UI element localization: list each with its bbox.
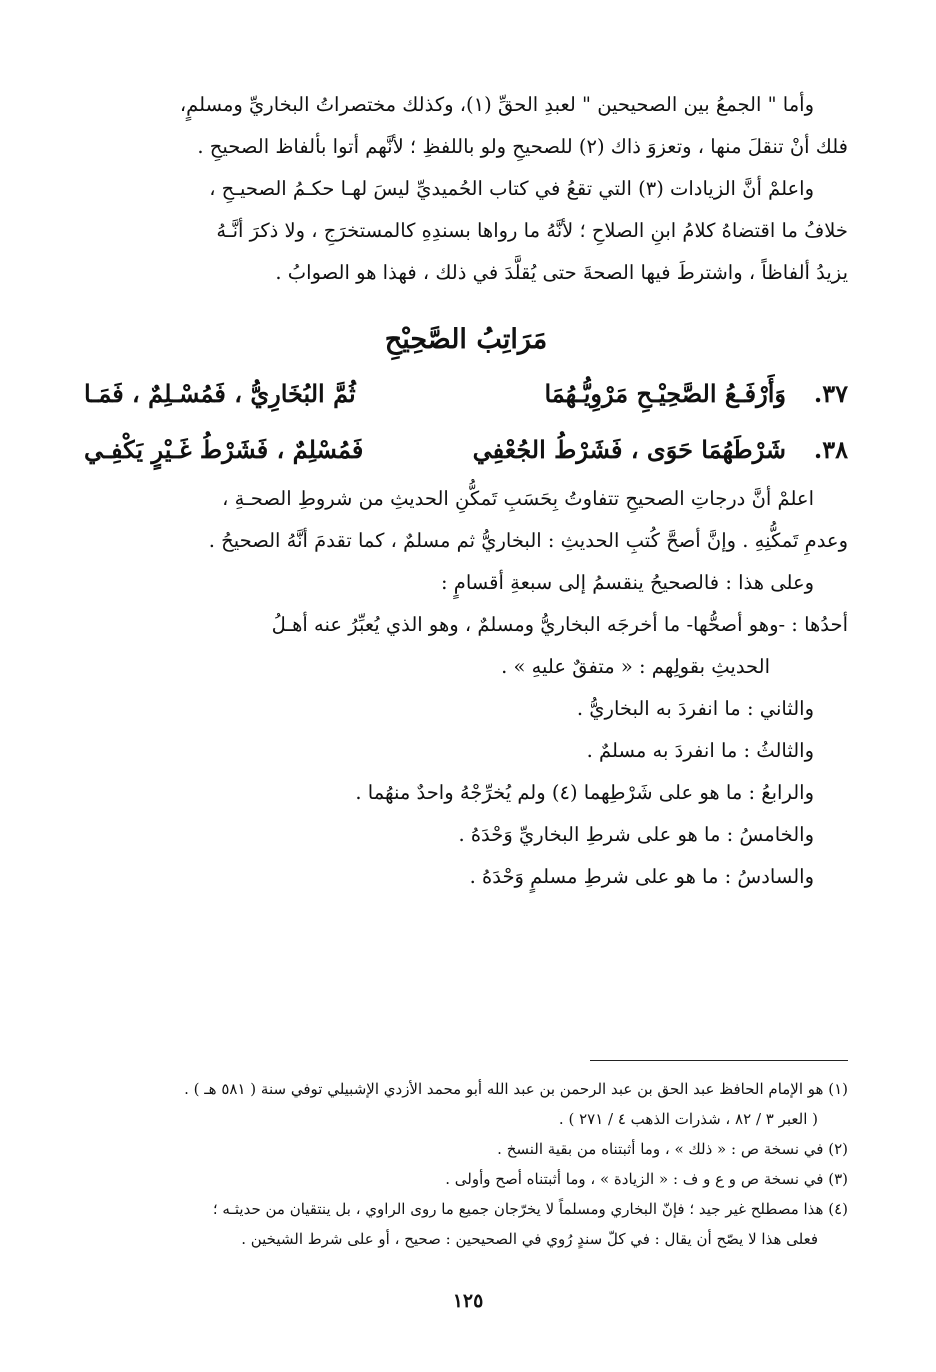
footnote-4: (٤) هذا مصطلح غير جيد ؛ فإنّ البخاري ومسلماً لا يخرّجان جميع ما روى الراوي ، بل ينتقيان من حديثـه ؛ — [212, 1200, 848, 1218]
main-text — [84, 84, 848, 898]
section-fourth: والرابعُ : ما هو على شَرْطِهما (٤) ولم يُخرِّجْهُ واحدٌ منهُما . — [355, 781, 814, 804]
verse-second-hemistich: فَمُسْلِمٌ ، فَشَرْطُ غَـيْرٍ يَكْفِـي — [84, 435, 364, 464]
verse-37 — [84, 366, 848, 422]
verse-38 — [84, 422, 848, 478]
section-second: والثاني : ما انفردَ به البخاريُّ . — [576, 697, 814, 720]
section-first: أحدُها : -وهو أصحُّها- ما أخرجَه البخاريُّ ومسلمٌ ، وهو الذي يُعبِّرُ عنه أهـلُ — [271, 613, 848, 636]
section-heading: مَرَاتِبُ الصَّحِيْحِ — [384, 324, 548, 355]
paragraph-line: فلك أنْ تنقلَ منها ، وتعزوَ ذاك (٢) للصحيحِ ولو باللفظِ ؛ لأنَّهم أتوا بألفاظ الصحيحِ . — [197, 135, 848, 158]
paragraph-line: وعدمِ تَمكُّنِهِ . وإنَّ أصحَّ كُتبِ الحديثِ : البخاريُّ ثم مسلمٌ ، كما تقدمَ أنَّهُ الصحيحُ . — [208, 529, 848, 552]
page-number: ١٢٥ — [452, 1290, 484, 1312]
footnote-divider — [590, 1060, 848, 1061]
verse-second-hemistich: ثُمَّ البُخَارِيُّ ، فَمُسْـلِمٌ ، فَمَـا — [84, 379, 356, 408]
paragraph-line: وعلى هذا : فالصحيحُ ينقسمُ إلى سبعةِ أقسامٍ : — [441, 571, 814, 594]
footnote-1: (١) هو الإمام الحافظ عبد الحق بن عبد الرحمن بن عبد الله أبو محمد الأزدي الإشبيلي توفي سنة ( ٥٨١ هـ ) . — [184, 1080, 848, 1098]
footnote-3: (٣) في نسخة ص و ع و ف : « الزيادة » ، وما أثبتناه أصح وأولى . — [445, 1170, 848, 1188]
paragraph-line: واعلمْ أنَّ الزيادات (٣) التي تقعُ في كتاب الحُميديِّ ليسَ لهـا حكـمُ الصحيـحِ ، — [209, 177, 814, 200]
paragraph-line: يزيدُ ألفاظاً ، واشترطَ فيها الصحةَ حتى يُقلَّدَ في ذلك ، فهذا هو الصوابُ . — [275, 261, 848, 284]
section-sixth: والسادسُ : ما هو على شرطِ مسلمٍ وَحْدَهُ . — [469, 865, 814, 888]
verse-number: ٣٨. — [813, 435, 848, 464]
section-fifth: والخامسُ : ما هو على شرطِ البخاريِّ وَحْدَهُ . — [458, 823, 814, 846]
footnote-2: (٢) في نسخة ص : « ذلك » ، وما أثبتناه من بقية النسخ . — [497, 1140, 848, 1158]
footnote-4-continued: فعلى هذا لا يصّح أن يقال : في كلّ سندٍ رُوي في الصحيحين : صحيح ، أو على شرط الشيخين . — [241, 1230, 818, 1248]
section-first-continued: الحديثِ بقولِهم : « متفقٌ عليهِ » . — [501, 655, 770, 678]
verse-number: ٣٧. — [813, 379, 848, 408]
verse-first-hemistich: وَأَرْفَـعُ الصَّحِيْـحِ مَرْوِيُّـهُمَا — [544, 379, 786, 408]
footnote-1-continued: ( العبر ٣ / ٨٢ ، شذرات الذهب ٤ / ٢٧١ ) . — [558, 1110, 818, 1128]
paragraph-line: اعلمْ أنَّ درجاتِ الصحيحِ تتفاوتُ بِحَسَبِ تَمكُّنِ الحديثِ من شروطِ الصحـةِ ، — [222, 487, 814, 510]
section-third: والثالثُ : ما انفردَ به مسلمٌ . — [586, 739, 814, 762]
paragraph-line: خلافُ ما اقتضاهُ كلامُ ابنِ الصلاحِ ؛ لأنَّهُ ما رواها بسندِهِ كالمستخرَجِ ، ولا ذكرَ أنَّـهُ — [216, 219, 848, 242]
verse-first-hemistich: شَرْطَهُمَا حَوَى ، فَشَرْطُ الجُعْفِي — [472, 435, 786, 464]
paragraph-line: وأما " الجمعُ بين الصحيحين " لعبدِ الحقِّ (١)، وكذلك مختصراتُ البخاريِّ ومسلمٍ، — [179, 93, 814, 116]
footnotes — [84, 1074, 848, 1254]
